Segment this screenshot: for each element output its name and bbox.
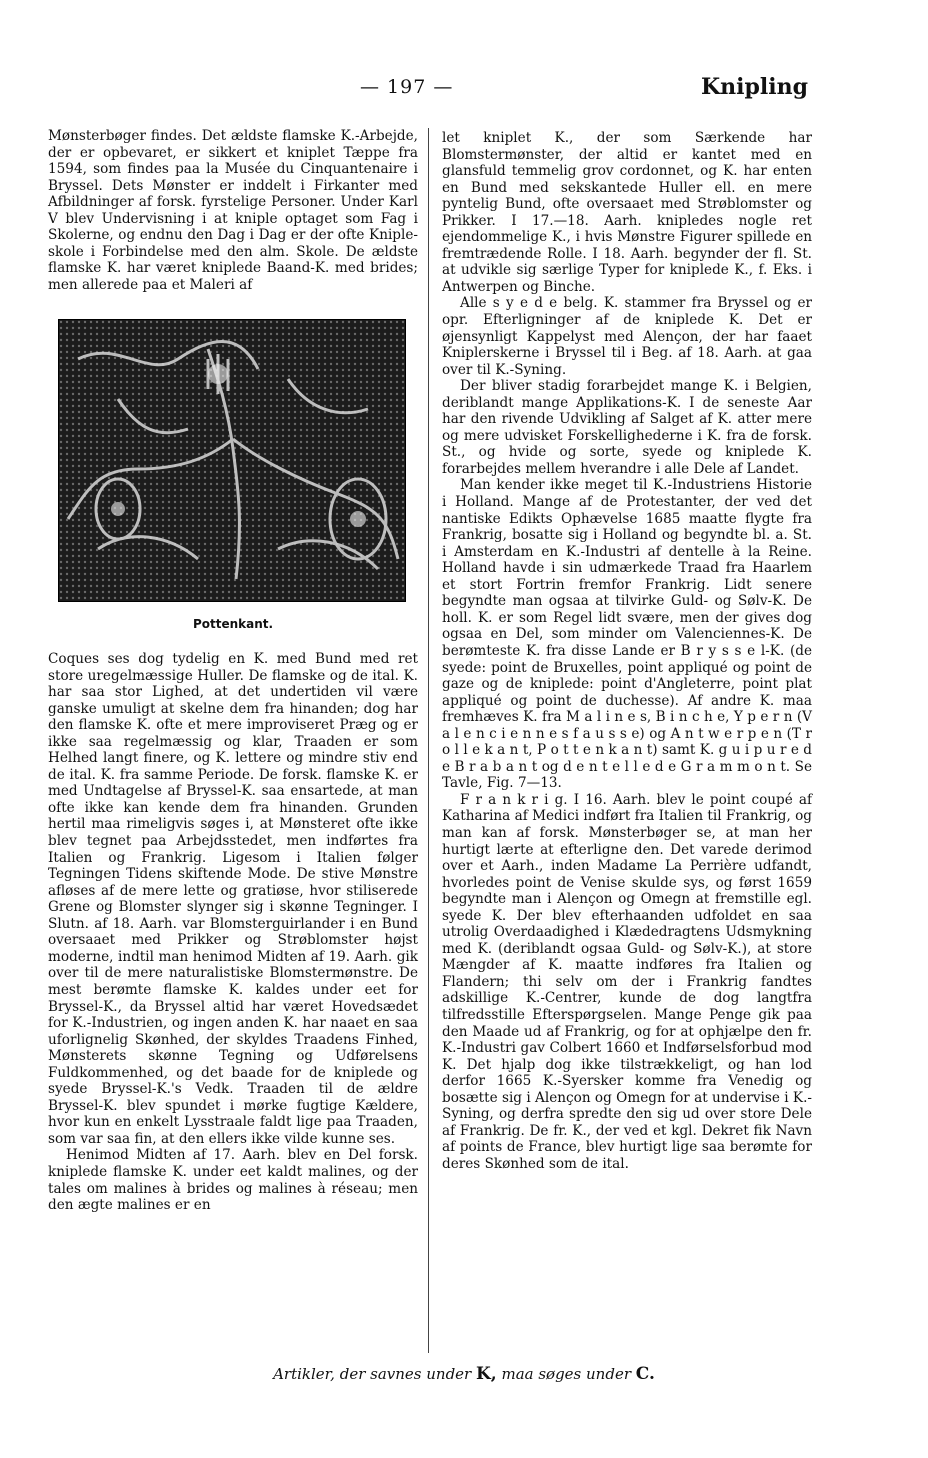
paragraph: let kniplet K., der som Særkende har Blomstermønster, der altid er kantet med en glansfuld temmelig grov cordonnet, og K. har enten en Bund med sekskantede Huller ell. en mere pyntelig Bund, ofte oversaaet med Strøblomster og Prikker. I 17.—18. Aarh. knipledes nogle ret ejendommelige K., i hvis Mønstre Figurer spillede en fremtrædende Rolle. I 18. Aarh. begynder der fl. St. at udvikle sig særlige Typer for kniplede K., f. Eks. i Antwerpen og Binche. [442, 130, 812, 295]
paragraph: Der bliver stadig forarbejdet mange K. i Belgien, deriblandt mange Applikations-K. I de seneste Aar har den rivende Udvikling af Salget af K. atter mere og mere udvisket Forskellighederne i K. fra de forsk. St., og hvide og sorte, syede og kniplede K. forarbejdes mellem hverandre i alle Dele af Landet. [442, 378, 812, 477]
paragraph: F r a n k r i g. I 16. Aarh. blev le point coupé af Katharina af Medici indført fra Italien til Frankrig, og man kan af forsk. Mønsterbøger se, at man her hurtigt lærte at efterligne den. Det varede derimod over et Aarh., inden Madame La Perrière udfandt, hvorledes point de Venise skulde sys, og først 1659 begyndte man i Alençon og Omegn at fremstille egl. syede K. Der blev efterhaanden udfoldet en saa utrolig Overdaadighed i Klædedragtens Udsmykning med K. (deriblandt ogsaa Guld- og Sølv-K.), at store Mængder af K. maatte indføres fra Italien og Flandern; thi selv om der i Frankrig fandtes adskillige K.-Centrer, kunde de dog langtfra tilfredsstille Efterspørgselen. Mange Penge gik paa den Maade ud af Frankrig, og for at ophjælpe den fr. K.-Industri gav Colbert 1660 et Indførselsforbud mod K. Det hjalp dog ikke tilstrækkeligt, og han lod derfor 1665 K.-Syersker komme fra Venedig og bosætte sig i Alençon og Omegn for at undervise i K.-Syning, og derfra spredte den sig ud over store Dele af Frankrig. De fr. K., der ved et kgl. Dekret fik Navn af points de France, blev hurtigt lige saa berømte for deres Skønhed som de ital. [442, 791, 812, 1172]
footer-text: Artikler, der savnes under [273, 1365, 476, 1383]
column-divider [428, 128, 429, 1353]
page-footer [0, 1364, 928, 1384]
footer-text: maa søges under [496, 1365, 636, 1383]
footer-letter: C. [635, 1364, 655, 1384]
paragraph: Man kender ikke meget til K.-Industriens Historie i Holland. Mange af de Protestanter, der ved det nantiske Edikts Ophævelse 1685 maatte flygte fra Frankrig, bosatte sig i Holland og begyndte bl. a. St. i Amsterdam en K.-Industri af dentelle à la Reine. Holland havde i sin udmærkede Traad fra Haarlem et stort Fortrin fremfor Frankrig. Lidt senere begyndte man ogsaa at tilvirke Guld- og Sølv-K. De holl. K. er som Regel lidt svære, men der gives dog ogsaa en Del, som minder om Valenciennes-K. De berømteste K. fra disse Lande er B r y s s e l-K. (de syede: point de Bruxelles, point appliqué og point de gaze og de kniplede: point d'Angleterre, point plat appliqué og point de duchesse). Af andre K. maa fremhæves K. fra M a l i n e s, B i n c h e, Y p e r n (V a l e n c i e n n e s f a u s s e) og A n t w e r p e n (T r o l l e k a n t, P o t t e n k a n t) samt K. g u i p u r e d e B r a b a n t og d e n t e l l e d e G r a m m o n t. Se Tavle, Fig. 7—13. [442, 477, 812, 792]
paragraph: Henimod Midten af 17. Aarh. blev en Del forsk. kniplede flamske K. under eet kaldt malines, og der tales om malines à brides og malines à réseau; men den ægte malines er en [48, 1147, 418, 1214]
right-column [442, 130, 812, 1172]
page-header [0, 70, 928, 110]
lace-photo [58, 319, 406, 602]
figure-caption: Pottenkant. [192, 617, 274, 632]
footer-letter: K, [476, 1364, 497, 1384]
lace-pattern-image [58, 319, 406, 602]
left-column [48, 128, 418, 1214]
paragraph: Mønsterbøger findes. Det ældste flamske K.-Arbejde, der er opbevaret, er sikkert et kniplet Tæppe fra 1594, som findes paa la Musée du Cinquantenaire i Bryssel. Dets Mønster er inddelt i Firkanter med Afbildninger af forsk. fyrstelige Personer. Under Karl V blev Undervisning i at kniple optaget som Fag i Skolerne, og endnu den Dag i Dag er der ofte Kniple-skole i Forbindelse med den alm. Skole. De ældste flamske K. har været kniplede Baand-K. med brides; men allerede paa et Maleri af [48, 128, 418, 293]
paragraph: Coques ses dog tydelig en K. med Bund med ret store uregelmæssige Huller. De flamske og de ital. K. har saa stor Lighed, at det undertiden vil være ganske umuligt at skelne dem fra hinanden; dog har den flamske K. ofte et mere improviseret Præg og er ikke saa regelmæssig og klar, Traaden er som Helhed langt finere, og K. lettere og mindre stiv end de ital. K. fra samme Periode. De forsk. flamske K. er med Undtagelse af Bryssel-K. saa ensartede, at man ofte ikke kan kende dem fra hinanden. Grunden hertil maa rimeligvis søges i, at Mønsteret ofte ikke blev tegnet paa Arbejdsstedet, men indførtes fra Italien og Frankrig. Ligesom i Italien følger Tegningen Tidens skiftende Mode. De stive Mønstre afløses af de mere lette og gratiøse, hvor stiliserede Grene og Blomster slynger sig i skønne Tegninger. I Slutn. af 18. Aarh. var Blomsterguirlander i en Bund oversaaet med Prikker og Strøblomster højst moderne, indtil man henimod Midten af 19. Aarh. gik over til de mere naturalistiske Blomstermønstre. De mest berømte flamske K. kaldes under eet for Bryssel-K., da Bryssel altid har været Hovedsædet for K.-Industrien, og ingen anden K. har naaet en saa uforlignelig Skønhed, der skyldes Traadens Finhed, Mønsterets skønne Tegning og Udførelsens Fuldkommenhed, og det baade for de kniplede og syede Bryssel-K.'s Vedk. Traaden til de ældre Bryssel-K. blev spundet i mørke fugtige Kældere, hvor kun en enkelt Lysstraale faldt lige paa Traaden, som var saa fin, at den ellers ikke vilde kunne ses. [48, 651, 418, 1147]
running-title: Knipling [701, 74, 808, 100]
lace-figure [48, 319, 418, 633]
paragraph: Alle s y e d e belg. K. stammer fra Bryssel og er opr. Efterligninger af de kniplede K. Det er øjensynligt Kappelyst med Alençon, der har faaet Kniplerskerne i Bryssel til i Beg. af 18. Aarh. at gaa over til K.-Syning. [442, 295, 812, 378]
page-number: — 197 — [360, 76, 454, 98]
